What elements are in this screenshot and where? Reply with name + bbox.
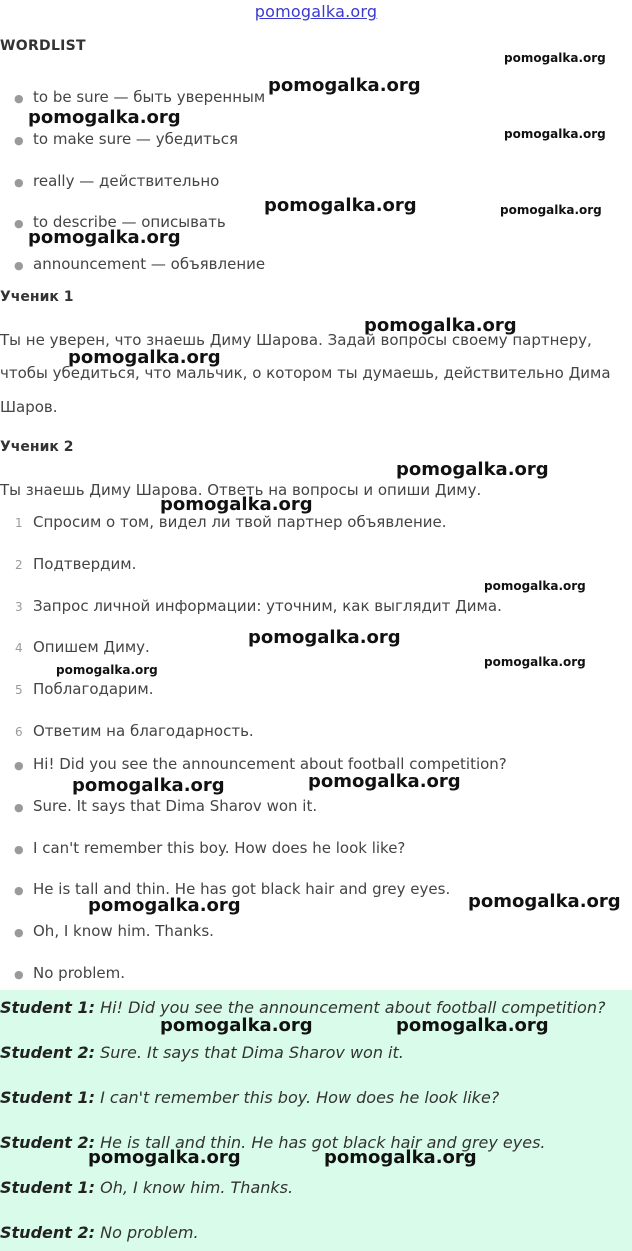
bullet-icon: ● <box>14 884 24 897</box>
answer-speaker: Student 2: <box>0 1133 96 1152</box>
watermark: pomogalka.org <box>28 227 181 248</box>
student2-title: Ученик 2 <box>0 439 74 455</box>
answer-text: No problem. <box>100 1223 199 1242</box>
watermark: pomogalka.org <box>56 663 158 677</box>
bullet-icon: ● <box>14 926 24 939</box>
step-item: Ответим на благодарность. <box>33 722 254 740</box>
answer-line <box>0 1223 199 1242</box>
bullet-icon: ● <box>14 968 24 981</box>
answer-line <box>0 1043 404 1062</box>
student1-task-line: Шаров. <box>0 398 58 416</box>
dialogue-item: Hi! Did you see the announcement about football competition? <box>33 755 507 773</box>
answer-text: Sure. It says that Dima Sharov won it. <box>100 1043 404 1062</box>
bullet-icon: ● <box>14 217 24 230</box>
watermark: pomogalka.org <box>324 1147 477 1168</box>
answer-speaker: Student 1: <box>0 1178 96 1197</box>
watermark: pomogalka.org <box>160 494 313 515</box>
site-header-link[interactable]: pomogalka.org <box>254 2 378 21</box>
answer-text: He is tall and thin. He has got black hair and grey eyes. <box>100 1133 546 1152</box>
watermark: pomogalka.org <box>504 127 606 141</box>
watermark: pomogalka.org <box>88 1147 241 1168</box>
watermark: pomogalka.org <box>88 895 241 916</box>
bullet-icon: ● <box>14 843 24 856</box>
bullet-icon: ● <box>14 92 24 105</box>
step-item: Опишем Диму. <box>33 638 150 656</box>
student1-title: Ученик 1 <box>0 289 74 305</box>
wordlist-item: to be sure — быть уверенным <box>33 88 266 106</box>
watermark: pomogalka.org <box>72 775 225 796</box>
step-number: 6 <box>15 725 23 739</box>
answer-line <box>0 1178 293 1197</box>
student1-task-line: чтобы убедиться, что мальчик, о котором ты думаешь, действительно Дима <box>0 364 611 382</box>
watermark: pomogalka.org <box>468 891 621 912</box>
answer-text: I can't remember this boy. How does he look like? <box>100 1088 500 1107</box>
answer-text: Oh, I know him. Thanks. <box>100 1178 294 1197</box>
bullet-icon: ● <box>14 134 24 147</box>
watermark: pomogalka.org <box>484 579 586 593</box>
step-item: Спросим о том, видел ли твой партнер объявление. <box>33 513 447 531</box>
watermark: pomogalka.org <box>160 1015 313 1036</box>
bullet-icon: ● <box>14 176 24 189</box>
wordlist-item: really — действительно <box>33 172 220 190</box>
step-item: Подтвердим. <box>33 555 137 573</box>
dialogue-item: Oh, I know him. Thanks. <box>33 922 214 940</box>
dialogue-item: I can't remember this boy. How does he look like? <box>33 839 406 857</box>
student2-task: Ты знаешь Диму Шарова. Ответь на вопросы и опиши Диму. <box>0 481 482 499</box>
answer-speaker: Student 2: <box>0 1223 96 1242</box>
wordlist-item: to make sure — убедиться <box>33 130 239 148</box>
step-number: 4 <box>15 641 23 655</box>
watermark: pomogalka.org <box>364 315 517 336</box>
wordlist-item: announcement — объявление <box>33 255 266 273</box>
dialogue-item: He is tall and thin. He has got black hair and grey eyes. <box>33 880 451 898</box>
watermark: pomogalka.org <box>484 655 586 669</box>
watermark: pomogalka.org <box>264 195 417 216</box>
answer-speaker: Student 1: <box>0 998 96 1017</box>
step-number: 1 <box>15 516 23 530</box>
watermark: pomogalka.org <box>28 107 181 128</box>
watermark: pomogalka.org <box>500 203 602 217</box>
wordlist-title: WORDLIST <box>0 38 86 54</box>
dialogue-item: Sure. It says that Dima Sharov won it. <box>33 797 318 815</box>
watermark: pomogalka.org <box>504 51 606 65</box>
watermark: pomogalka.org <box>396 1015 549 1036</box>
step-number: 2 <box>15 558 23 572</box>
bullet-icon: ● <box>14 759 24 772</box>
answer-text: Hi! Did you see the announcement about football competition? <box>100 998 606 1017</box>
step-number: 3 <box>15 600 23 614</box>
step-item: Запрос личной информации: уточним, как выглядит Дима. <box>33 597 502 615</box>
step-item: Поблагодарим. <box>33 680 154 698</box>
answer-line <box>0 1088 499 1107</box>
step-number: 5 <box>15 683 23 697</box>
answer-speaker: Student 2: <box>0 1043 96 1062</box>
bullet-icon: ● <box>14 801 24 814</box>
bullet-icon: ● <box>14 259 24 272</box>
watermark: pomogalka.org <box>396 459 549 480</box>
watermark: pomogalka.org <box>268 75 421 96</box>
watermark: pomogalka.org <box>308 771 461 792</box>
watermark: pomogalka.org <box>68 347 221 368</box>
answer-speaker: Student 1: <box>0 1088 96 1107</box>
student1-task-line: Ты не уверен, что знаешь Диму Шарова. Задай вопросы своему партнеру, <box>0 331 592 349</box>
wordlist-item: to describe — описывать <box>33 213 226 231</box>
dialogue-item: No problem. <box>33 964 125 982</box>
watermark: pomogalka.org <box>248 627 401 648</box>
